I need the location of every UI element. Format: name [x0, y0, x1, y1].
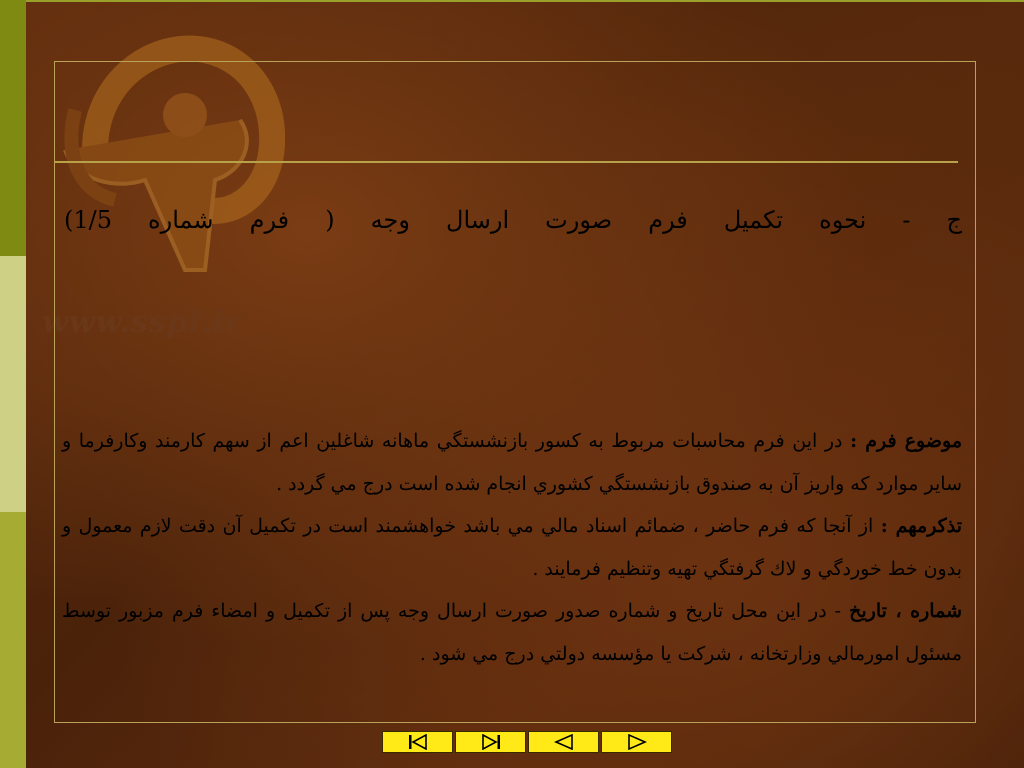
paragraph-subject — [62, 420, 962, 505]
next-slide-icon — [625, 734, 649, 750]
sidebar-band-top — [0, 0, 26, 256]
first-slide-icon — [406, 734, 430, 750]
previous-slide-icon — [552, 734, 576, 750]
slide-title: ج - نحوه تكميل فرم صورت ارسال وجه ( فرم شماره 1/5) — [64, 206, 962, 234]
top-border-line — [26, 0, 1024, 2]
paragraph-text: از آنجا كه فرم حاضر ، ضمائم اسناد مالي مي باشد خواهشمند است در تكميل آن دقت لازم معمول و بدون خط خوردگي و لاك گرفتگي تهيه وتنظيم فرمايند . — [62, 515, 962, 580]
sidebar-band-bottom — [0, 512, 26, 768]
title-divider — [54, 161, 958, 163]
slide-body — [62, 420, 962, 675]
paragraph-label: شماره ، تاريخ — [849, 600, 962, 622]
paragraph-text: در اين فرم محاسبات مربوط به كسور بازنشستگي ماهانه شاغلين اعم از سهم كارمند وكارفرما و ساير موارد كه واريز آن به صندوق بازنشستگي كشوري انجام شده است درج مي گردد . — [62, 430, 962, 495]
last-slide-icon — [479, 734, 503, 750]
paragraph-important-note — [62, 505, 962, 590]
slide-navigation — [382, 731, 672, 753]
sidebar-band-middle — [0, 256, 26, 512]
paragraph-text: - در اين محل تاريخ و شماره صدور صورت ارسال وجه پس از تكميل و امضاء فرم مزبور توسط مسئول امورمالي وزارتخانه ، شركت يا مؤسسه دولتي درج مي شود . — [62, 600, 962, 665]
first-slide-button[interactable] — [382, 731, 453, 753]
last-slide-button[interactable] — [455, 731, 526, 753]
website-watermark: www.sspi.ir — [42, 305, 242, 340]
paragraph-number-date — [62, 590, 962, 675]
previous-slide-button[interactable] — [528, 731, 599, 753]
paragraph-label: تذكرمهم : — [880, 515, 962, 537]
paragraph-label: موضوع فرم : — [850, 430, 962, 452]
next-slide-button[interactable] — [601, 731, 672, 753]
